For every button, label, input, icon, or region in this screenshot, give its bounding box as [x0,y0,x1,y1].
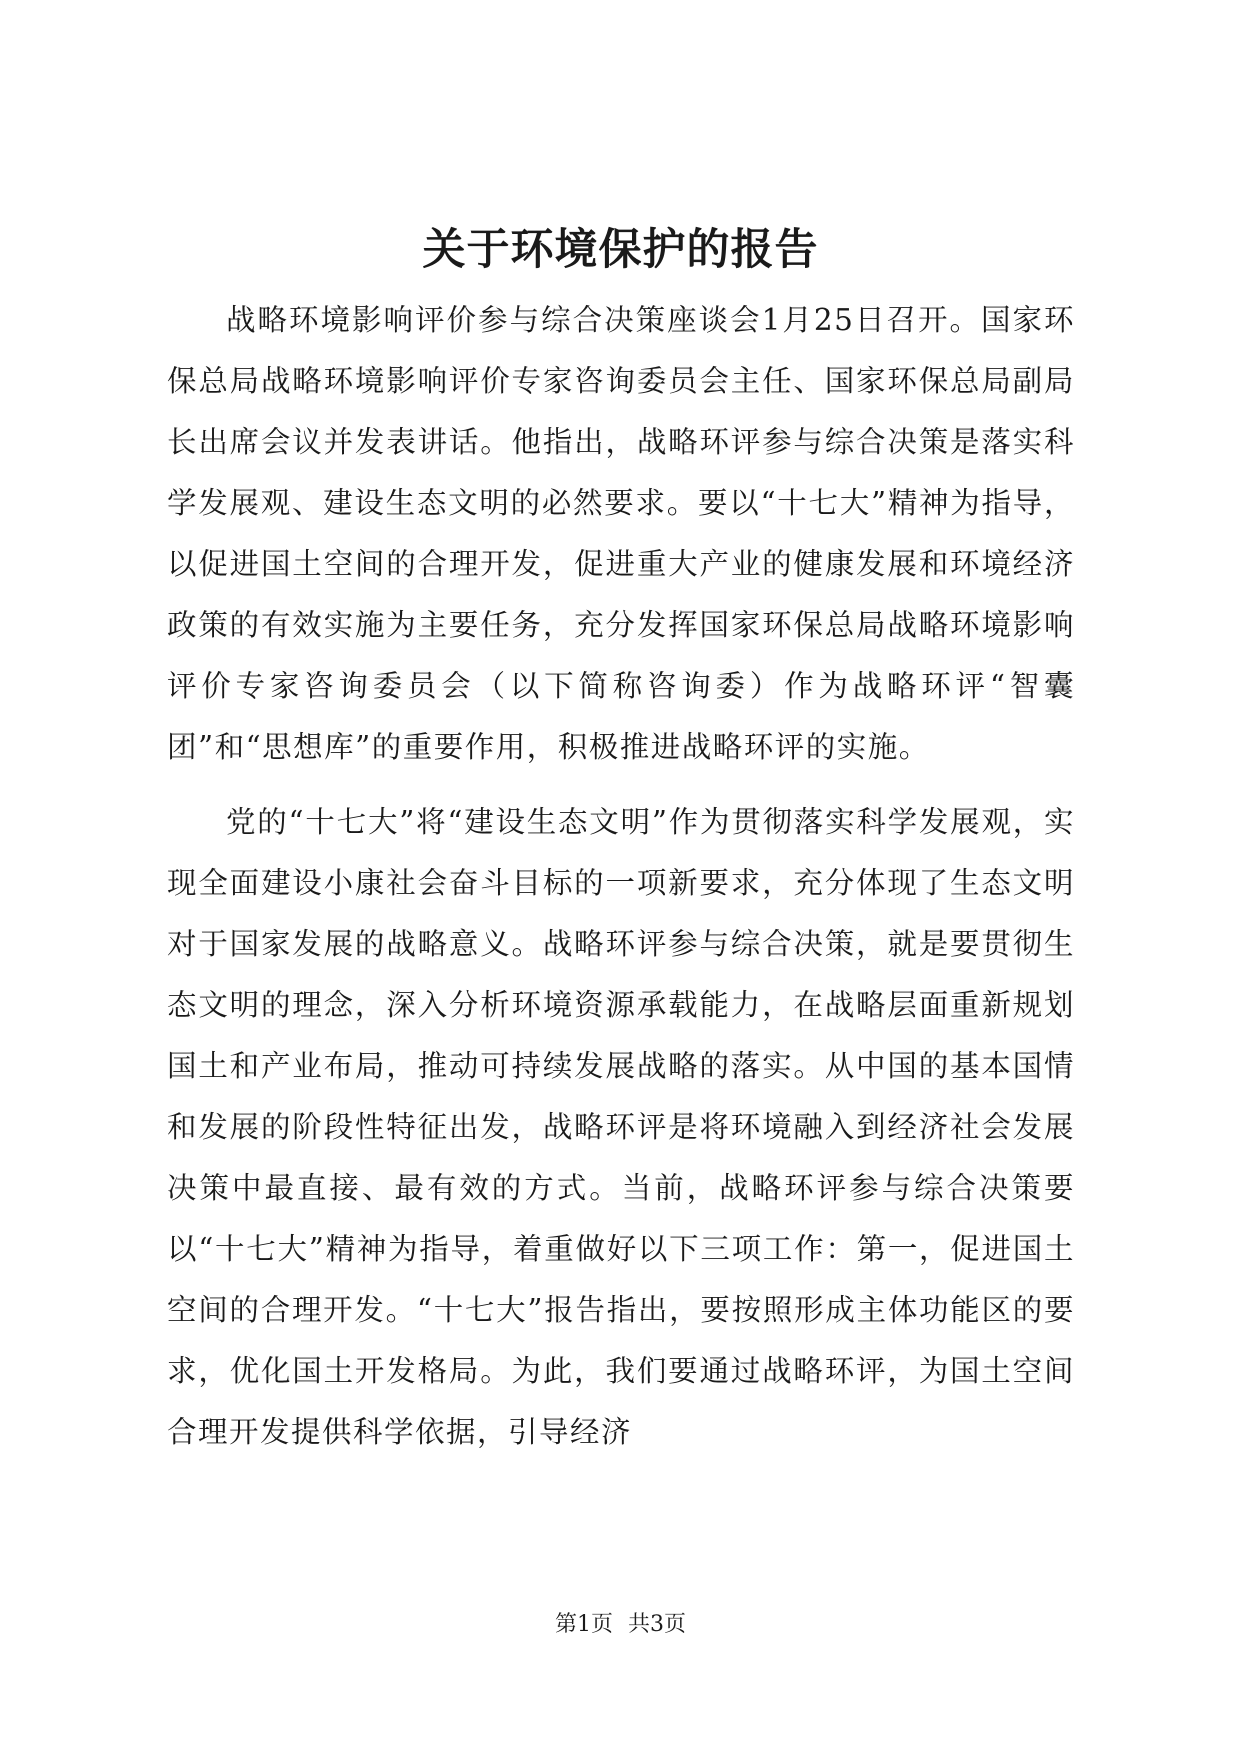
page-total: 共3页 [628,1612,686,1637]
document-body [167,290,1075,1477]
document-title: 关于环境保护的报告 [422,225,819,275]
page-footer [0,1610,1241,1640]
page-number: 第1页 [555,1612,613,1637]
paragraph-2: 党的“十七大”将“建设生态文明”作为贯彻落实科学发展观，实现全面建设小康社会奋斗目标的一项新要求，充分体现了生态文明对于国家发展的战略意义。战略环评参与综合决策，就是要贯彻生态文明的理念，深入分析环境资源承载能力，在战略层面重新规划国土和产业布局，推动可持续发展战略的落实。从中国的基本国情和发展的阶段性特征出发，战略环评是将环境融入到经济社会发展决策中最直接、最有效的方式。当前，战略环评参与综合决策要以“十七大”精神为指导，着重做好以下三项工作：第一，促进国土空间的合理开发。“十七大”报告指出，要按照形成主体功能区的要求，优化国土开发格局。为此，我们要通过战略环评，为国土空间合理开发提供科学依据，引导经济 [167,805,1075,1449]
paragraph-1: 战略环境影响评价参与综合决策座谈会1月25日召开。国家环保总局战略环境影响评价专家咨询委员会主任、国家环保总局副局长出席会议并发表讲话。他指出，战略环评参与综合决策是落实科学发展观、建设生态文明的必然要求。要以“十七大”精神为指导，以促进国土空间的合理开发，促进重大产业的健康发展和环境经济政策的有效实施为主要任务，充分发挥国家环保总局战略环境影响评价专家咨询委员会（以下简称咨询委）作为战略环评“智囊团”和“思想库”的重要作用，积极推进战略环评的实施。 [167,303,1075,764]
